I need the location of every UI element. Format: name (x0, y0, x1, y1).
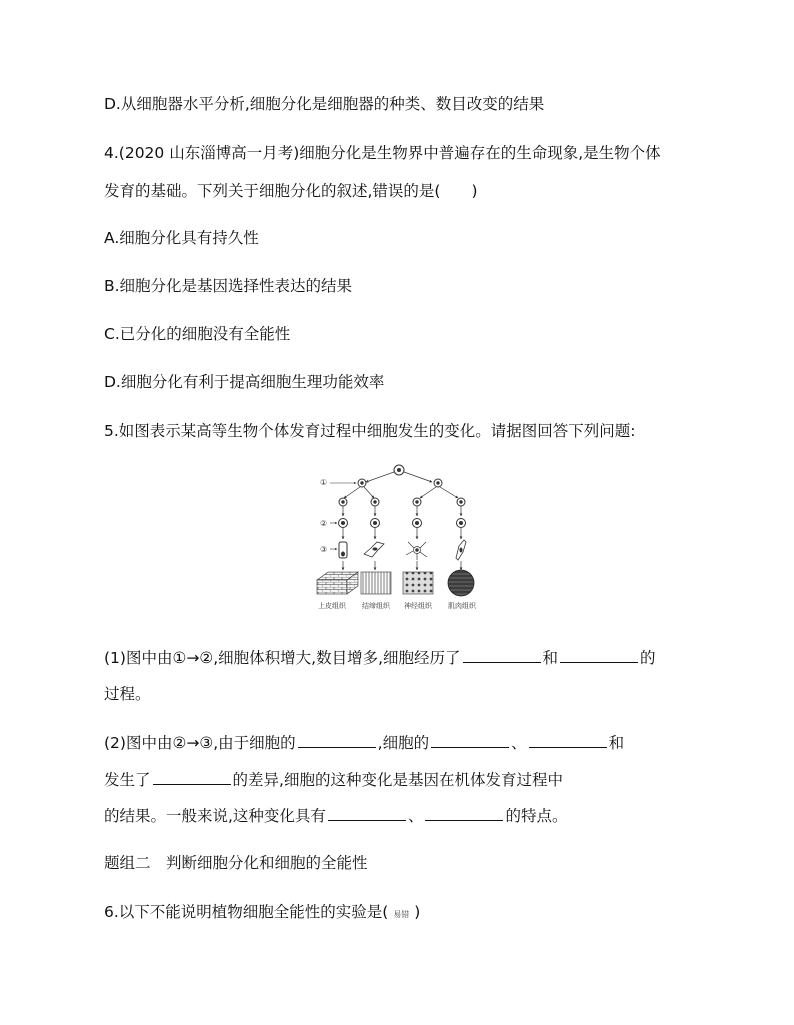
q5-part2-text-g: 的结果。一般来说,这种变化具有 (104, 807, 326, 825)
q5-part1-text-b: 和 (542, 649, 559, 667)
q6-stem (104, 902, 420, 925)
nerve-tissue-image (403, 572, 433, 594)
tissue-label-epithelial: 上皮组织 (318, 602, 346, 610)
q5-part2-text-i: 的特点。 (505, 807, 568, 825)
q5-part1-text-a: (1)图中由①→②,细胞体积增大,数目增多,细胞经历了 (104, 649, 461, 667)
arrow (366, 472, 394, 482)
q5-part2-text-d: 和 (608, 734, 625, 752)
q4-option-b: B.细胞分化是基因选择性表达的结果 (104, 277, 353, 295)
step-3-label: ③ (320, 545, 328, 554)
q5-stem: 5.如图表示某高等生物个体发育过程中细胞发生的变化。请据图回答下列问题: (104, 422, 636, 440)
difficulty-tag: 易错 (393, 910, 410, 919)
epithelial-cell (339, 542, 347, 558)
q5-part2-line3 (104, 806, 567, 826)
connective-tissue-image (361, 572, 391, 594)
arrow (404, 472, 432, 482)
q5-part2-text-e: 发生了 (104, 771, 151, 789)
q6-stem-text: 6.以下不能说明植物细胞全能性的实验是( (104, 903, 389, 921)
down-arrows (343, 506, 461, 516)
step-2-label: ② (320, 519, 328, 528)
q5-part2-text-f: 的差异,细胞的这种变化是基因在机体发育过程中 (232, 771, 563, 789)
answer-blank[interactable] (463, 648, 541, 663)
answer-blank[interactable] (560, 648, 638, 663)
zygote-cell (394, 465, 404, 475)
answer-blank[interactable] (529, 733, 607, 748)
branch-arrows (344, 487, 458, 498)
answer-blank[interactable] (298, 733, 376, 748)
tissue-label-muscle: 肌肉组织 (448, 602, 476, 610)
q4-option-a: A.细胞分化具有持久性 (104, 229, 259, 247)
answer-blank[interactable] (328, 806, 406, 821)
down-arrows (343, 561, 461, 570)
q5-part2-line2 (104, 770, 563, 790)
q5-part1-line1 (104, 648, 656, 668)
answer-blank[interactable] (153, 770, 231, 785)
q5-part2-text-h: 、 (407, 807, 424, 825)
cell-differentiation-diagram (314, 462, 494, 622)
q5-part2-text-c: 、 (511, 734, 527, 752)
tissue-label-nerve: 神经组织 (404, 602, 432, 610)
q4-stem-line1: 4.(2020 山东淄博高一月考)细胞分化是生物界中普遍存在的生命现象,是生物个体 (104, 144, 661, 162)
q3-option-d: D.从细胞器水平分析,细胞分化是细胞器的种类、数目改变的结果 (104, 95, 545, 113)
epithelial-tissue-image (317, 572, 358, 594)
dividing-cell (434, 479, 442, 487)
q5-part2-line1 (104, 733, 624, 753)
q4-option-d: D.细胞分化有利于提高细胞生理功能效率 (104, 373, 385, 391)
muscle-tissue-image (448, 570, 474, 596)
answer-blank[interactable] (431, 733, 509, 748)
q5-part1-line2: 过程。 (104, 685, 151, 703)
neuron-cell (406, 542, 427, 560)
fibroblast-cell (364, 542, 384, 557)
q5-part1-text-c: 的 (640, 649, 656, 667)
down-arrows (343, 528, 461, 539)
q6-stem-end: ) (414, 903, 421, 921)
q5-part2-text-a: (2)图中由②→③,由于细胞的 (104, 734, 296, 752)
section-heading-group2: 题组二 判断细胞分化和细胞的全能性 (104, 854, 368, 872)
muscle-cell (456, 540, 466, 560)
q4-stem-line2: 发育的基础。下列关于细胞分化的叙述,错误的是( ) (104, 182, 478, 200)
tissue-label-connective: 结缔组织 (362, 602, 390, 610)
answer-blank[interactable] (425, 806, 503, 821)
cell-row-2 (339, 498, 465, 506)
q4-option-c: C.已分化的细胞没有全能性 (104, 325, 291, 343)
cell-row-3 (339, 519, 466, 528)
dividing-cell (358, 479, 366, 487)
q5-part2-text-b: ,细胞的 (377, 734, 430, 752)
step-1-label: ① (320, 478, 328, 487)
